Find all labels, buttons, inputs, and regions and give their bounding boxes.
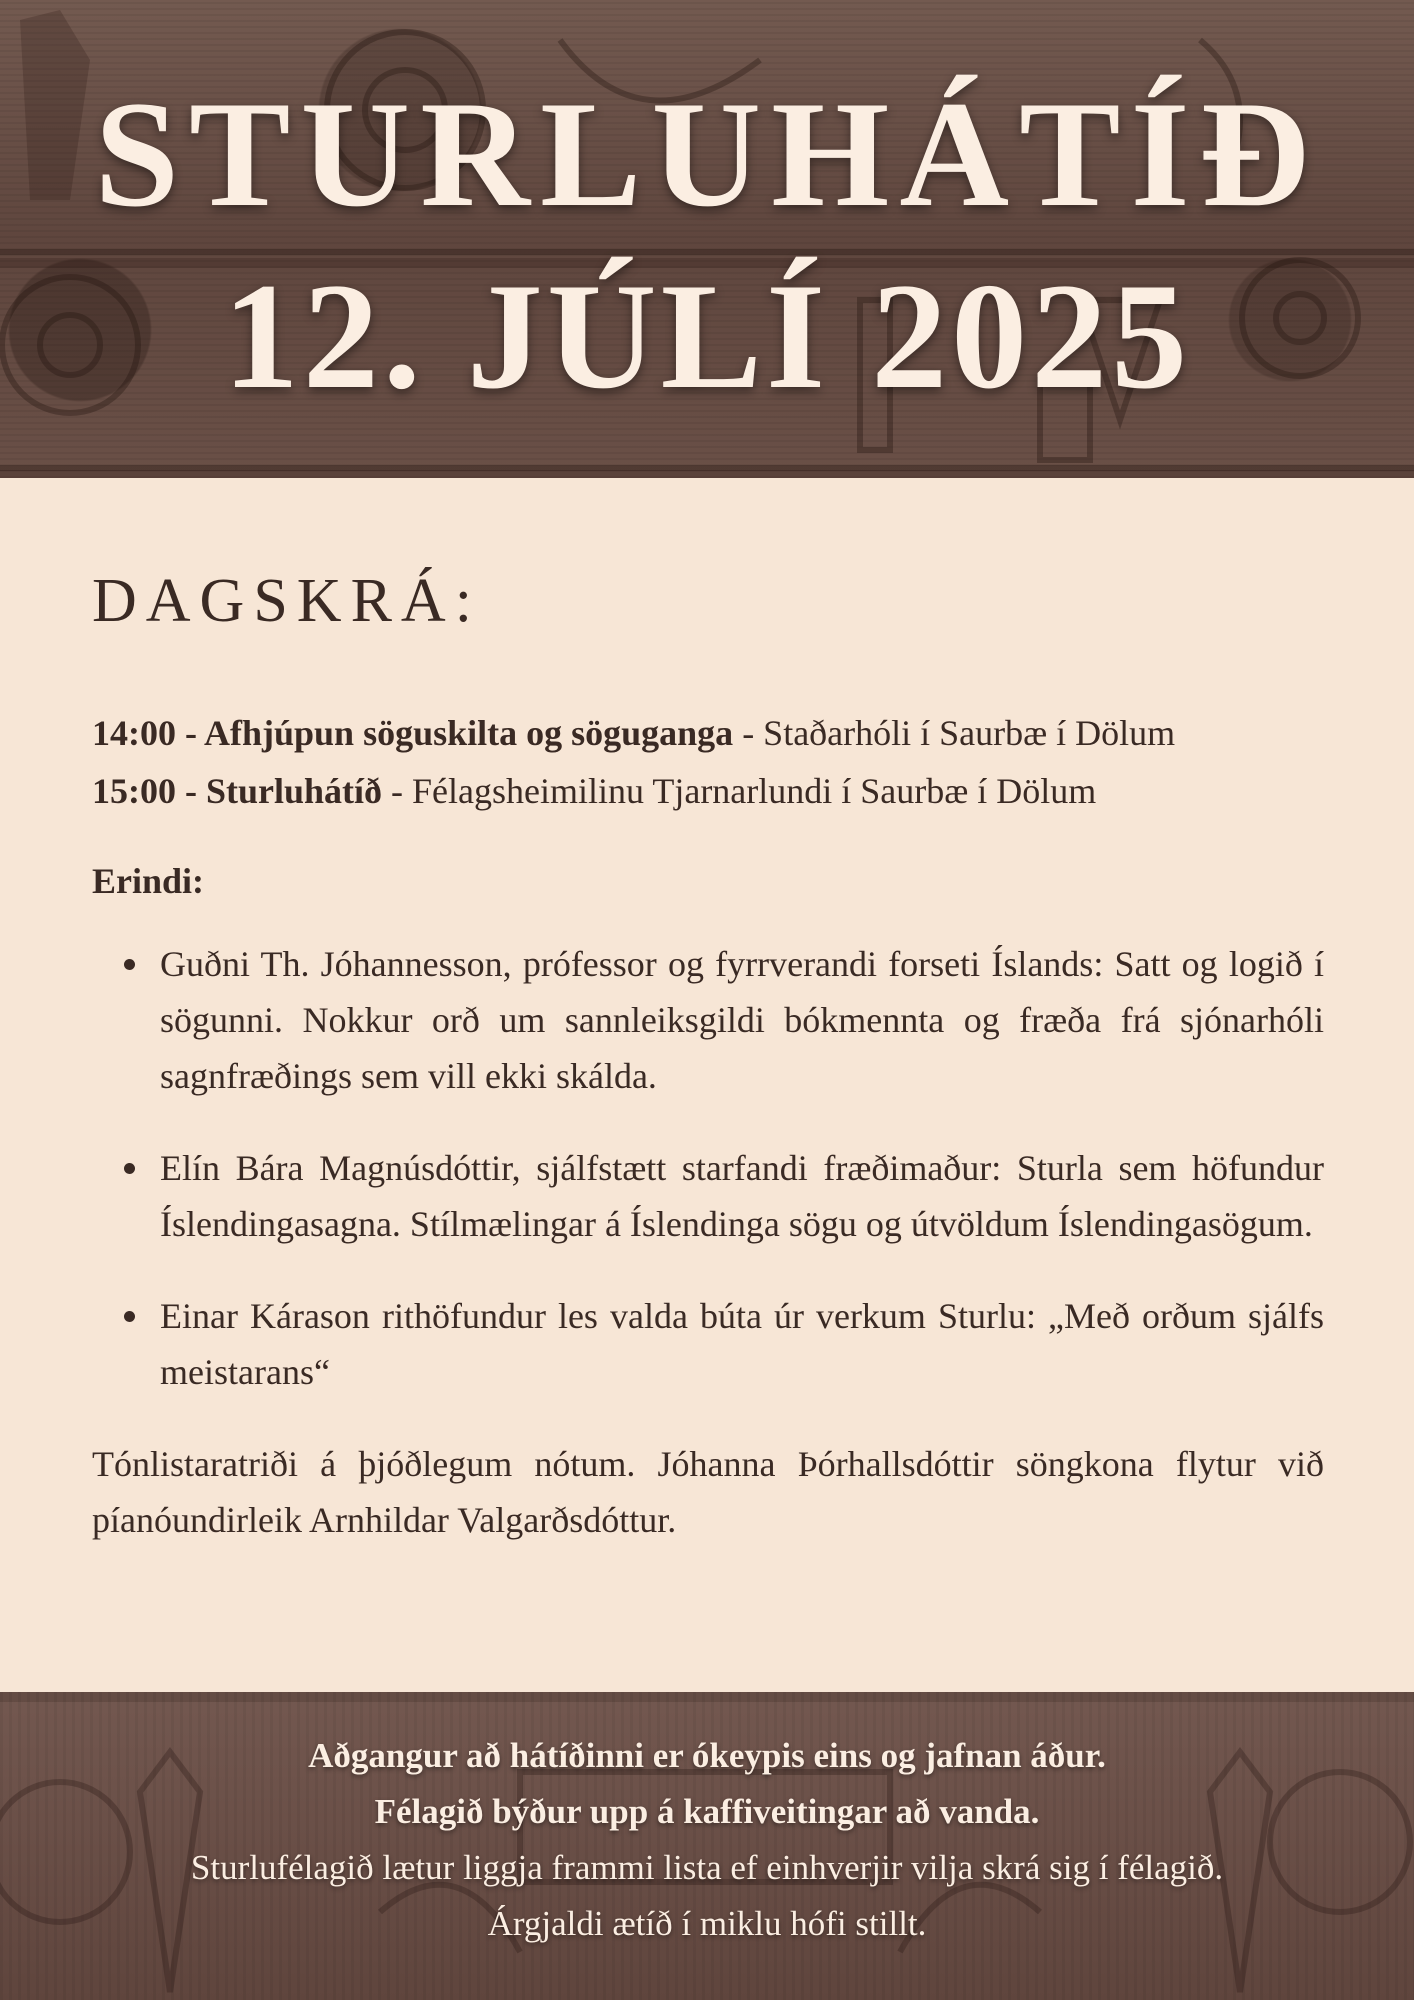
program-heading: DAGSKRÁ: [92, 567, 481, 635]
festival-title: STURLUHÁTÍÐ [94, 70, 1320, 238]
schedule-item [92, 762, 1324, 820]
talks-heading: Erindi: [92, 861, 205, 901]
talks-list [92, 936, 1324, 1400]
talk-text: Elín Bára Magnúsdóttir, sjálfstætt starfandi fræðimaður: Sturla sem höfundur Íslendingasagna. Stílmælingar á Íslendinga sögu og útvöldum Íslendingasögum. [160, 1148, 1324, 1244]
schedule-place: - Félagsheimilinu Tjarnarlundi í Saurbæ í Dölum [382, 771, 1097, 811]
talk-item [92, 1288, 1324, 1400]
talk-text: Einar Kárason rithöfundur les valda búta úr verkum Sturlu: „Með orðum sjálfs meistarans“ [160, 1296, 1324, 1392]
bullet-icon [124, 1311, 135, 1322]
footer-admission: Aðgangur að hátíðinni er ókeypis eins og jafnan áður. [308, 1736, 1106, 1775]
footer-membership: Sturlufélagið lætur liggja frammi lista ef einhverjir vilja skrá sig í félagið. [190, 1848, 1224, 1887]
footer-banner [0, 1692, 1414, 2000]
festival-date: 12. JÚLÍ 2025 [222, 252, 1192, 420]
talk-item [92, 936, 1324, 1104]
schedule-place: - Staðarhóli í Saurbæ í Dölum [733, 713, 1176, 753]
program-section [92, 567, 1324, 1584]
footer-fee: Árgjaldi ætíð í miklu hófi stillt. [487, 1904, 927, 1943]
schedule-item [92, 704, 1324, 762]
schedule-time-title: 14:00 - Afhjúpun söguskilta og söguganga [92, 713, 734, 753]
header-banner [0, 0, 1414, 478]
bullet-icon [124, 1163, 135, 1174]
talk-item [92, 1140, 1324, 1252]
schedule-time-title: 15:00 - Sturluhátíð [92, 771, 383, 811]
talk-text: Guðni Th. Jóhannesson, prófessor og fyrrverandi forseti Íslands: Satt og logið í sögunni. Nokkur orð um sannleiksgildi bókmennta og fræða frá sjónarhóli sagnfræðings sem vill ekki skálda. [160, 944, 1324, 1096]
footer-text [0, 1728, 1414, 1952]
footer-refreshments: Félagið býður upp á kaffiveitingar að vanda. [374, 1792, 1040, 1831]
music-paragraph: Tónlistaratriði á þjóðlegum nótum. Jóhanna Þórhallsdóttir söngkona flytur við píanóundirleik Arnhildar Valgarðsdóttur. [92, 1444, 1324, 1540]
schedule-list [92, 704, 1324, 820]
bullet-icon [124, 959, 135, 970]
